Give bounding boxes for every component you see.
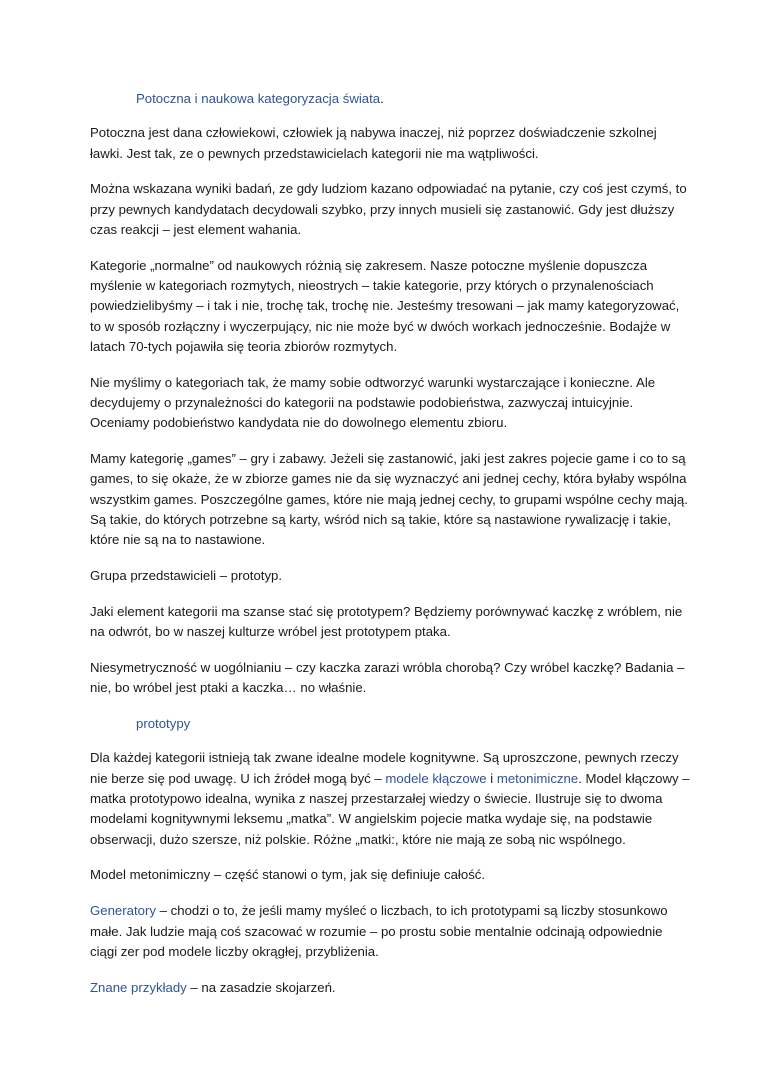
paragraph-11 — [90, 901, 690, 962]
term-generatory: Generatory — [90, 903, 156, 919]
p11-rest: – chodzi o to, że jeśli mamy myśleć o liczbach, to ich prototypami są liczby stosunkowo małe. Jak ludzie mają coś szacować w rozumie – po prostu sobie mentalnie odcinają odpowiednie ciągi zer pod modele liczby okrągłej, przybliżenia. — [90, 903, 668, 959]
p9-after: . Model kłączowy – matka prototypowo idealna, wynika z naszej przestarzałej wiedzy o świecie. Ilustruje się to dwoma modelami kognitywnymi leksemu „matka”. W angielskim pojecie matka wydaje się, na podstawie obserwacji, dużo szersze, niż polskie. Różne „matki:, które nie mają ze sobą nic wspólnego. — [90, 770, 690, 847]
paragraph-4: Nie myślimy o kategoriach tak, że mamy sobie odtworzyć warunki wystarczające i konieczne. Ale decydujemy o przynależności do kategorii na podstawie podobieństwa, zazwyczaj intuicyjnie. Oceniamy podobieństwo kandydata nie do dowolnego elementu zbioru. — [90, 374, 656, 431]
paragraph-8: Niesymetryczność w uogólnianiu – czy kaczka zarazi wróbla chorobą? Czy wróbel kaczkę? Badania – nie, bo wróbel jest ptaki a kaczka… no właśnie. — [90, 660, 685, 696]
paragraph-3: Kategorie „normalne” od naukowych różnią się zakresem. Nasze potoczne myślenie dopuszcza myślenie w kategoriach rozmytych, nieostrych – takie kategorie, przy których o przynalenościach powiedzielibyśmy – i tak i nie, trochę tak, trochę nie. Jesteśmy tresowani – jak mamy kategoryzować, to w sposób rozłączny i wyczerpujący, nic nie może być w dwóch workach jednocześnie. Bodajże w latach 70-tych pojawiła się teoria zbiorów rozmytych. — [90, 257, 680, 354]
paragraph-2: Można wskazana wyniki badań, ze gdy ludziom kazano odpowiadać na pytanie, czy coś jest czymś, to przy pewnych kandydatach decydowali szybko, przy innych musieli się zastanowić. Gdy jest dłuższy czas reakcji – jest element wahania. — [90, 181, 687, 237]
p9-before: Dla każdej kategorii istnieją tak zwane idealne modele kognitywne. Są uproszczone, pewnych rzeczy nie berze się pod uwagę. U ich źródeł mogą być – — [90, 750, 679, 786]
term-znane-przyklady: Znane przykłady — [90, 979, 187, 995]
heading-prototypy: prototypy — [136, 716, 191, 732]
paragraph-1: Potoczna jest dana człowiekowi, człowiek ją nabywa inaczej, niż poprzez doświadczenie szkolnej ławki. Jest tak, ze o pewnych przedstawicielach kategorii nie ma wątpliwości. — [90, 125, 657, 161]
paragraph-6: Grupa przedstawicieli – prototyp. — [90, 568, 283, 584]
term-modele-klaczowe: modele kłączowe — [385, 770, 487, 786]
paragraph-10: Model metonimiczny – część stanowi o tym, jak się definiuje całość. — [90, 867, 486, 883]
paragraph-7: Jaki element kategorii ma szanse stać się prototypem? Będziemy porównywać kaczkę z wróblem, nie na odwrót, bo w naszej kulturze wróbel jest prototypem ptaka. — [90, 603, 683, 640]
term-metonimiczne: metonimiczne — [496, 770, 579, 786]
heading-potoczna-naukowa — [136, 89, 690, 109]
paragraph-5: Mamy kategorię „games” – gry i zabawy. Jeżeli się zastanowić, jaki jest zakres pojecie game i co to są games, to się okaże, że w zbiorze games nie da się wyznaczyć ani jednej cechy, która byłaby wspólna wszystkim games. Poszczególne games, które nie mają jednej cechy, to grupami wspólne cechy mają. Są takie, do których potrzebne są karty, wśród nich są takie, które są nastawione rywalizację i takie, które nie są na to nastawione. — [90, 451, 688, 548]
paragraph-9 — [90, 748, 690, 849]
p9-between: i — [486, 770, 497, 786]
paragraph-12 — [90, 978, 690, 998]
p12-rest: – na zasadzie skojarzeń. — [186, 979, 336, 995]
heading-text: Potoczna i naukowa kategoryzacja świata — [136, 91, 381, 106]
heading-period: . — [380, 91, 384, 106]
